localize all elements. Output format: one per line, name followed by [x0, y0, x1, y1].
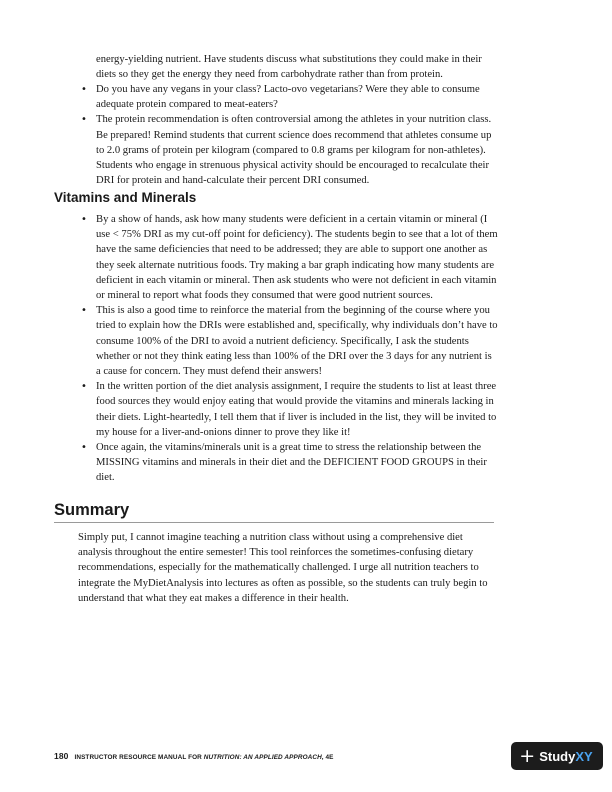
- list-item: [81, 440, 498, 486]
- footer-prefix: INSTRUCTOR RESOURCE MANUAL FOR: [74, 754, 204, 761]
- list-item: [81, 379, 498, 440]
- intro-continuation: energy-yielding nutrient. Have students discuss what substitutions they could make in their diets so they get the energy they need from carbohydrate rather than from protein.: [96, 54, 482, 81]
- plus-icon: +: [519, 744, 536, 767]
- list-item: [81, 212, 498, 303]
- bullet-text: Once again, the vitamins/minerals unit is a great time to stress the relationship between the MISSING vitamins and minerals in their diet and the DEFICIENT FOOD GROUPS in their diet.: [96, 442, 487, 484]
- bullet-text: This is also a good time to reinforce the material from the beginning of the course where you tried to explain how the DRIs were established and, specifically, why individuals don’t have to consume 100% of the DRI to avoid a nutrient deficiency. Specifically, I ask the students whether or not they think eating less than 100% of the DRI over the 3 days for any nutrient is a cause for concern. They must defend their answers!: [96, 305, 498, 378]
- bullet-text: The protein recommendation is often controversial among the athletes in your nutrition class. Be prepared! Remind students that current science does recommend that athletes consume up to 2.0 grams of protein per kilogram (compared to 0.8 grams per kilogram for non-athletes). Students who engage in strenuous physical activity should be encouraged to recalculate their DRI for protein and hand-calculate their percent DRI consumed.: [96, 114, 492, 187]
- bullet-icon: •: [81, 214, 87, 225]
- bullet-icon: •: [81, 442, 87, 454]
- page-number: 180: [54, 751, 69, 761]
- summary-heading: Summary: [54, 501, 130, 519]
- protein-bullet-list: [81, 82, 498, 188]
- bullet-text: Do you have any vegans in your class? Lacto-ovo vegetarians? Were they able to consume adequate protein compared to meat-eaters?: [96, 84, 480, 111]
- brand-name: Study: [539, 748, 576, 764]
- list-item: [81, 303, 498, 379]
- bullet-text: In the written portion of the diet analysis assignment, I require the students to list at least three food sources they would enjoy eating that would provide the vitamins and minerals lacking in their diets. Light-heartedly, I tell them that if liver is included in the list, they will be invited to my house for a liver-and-onions dinner to prove they like it!: [96, 381, 497, 438]
- footer-edition: , 4E: [321, 754, 334, 761]
- bullet-icon: •: [81, 305, 87, 317]
- section-divider: [54, 522, 494, 523]
- list-item: [81, 82, 498, 112]
- brand-accent: XY: [575, 748, 593, 764]
- summary-paragraph: Simply put, I cannot imagine teaching a nutrition class without using a comprehensive diet analysis throughout the entire semester! This tool reinforces the sometimes-confusing dietary recommendations, especially for the mathematically challenged. I urge all nutrition teachers to integrate the MyDietAnalysis into lectures as often as possible, so the students can truly begin to understand that what they eat makes a difference in their health.: [78, 532, 488, 604]
- page-footer: [54, 751, 334, 761]
- bullet-text: By a show of hands, ask how many students were deficient in a certain vitamin or mineral (I use < 75% DRI as my cut-off point for deficiency). The students begin to see that a lot of them have the same deficiencies that need to be addressed; they are able to support one another as they seek alternate nutritious foods. Try making a bar graph indicating how many students are deficient in each vitamin or mineral. Then ask students who were not deficient in each vitamin or mineral to report what foods they consumed that were good nutrient sources.: [96, 214, 498, 302]
- vitamins-minerals-heading: Vitamins and Minerals: [54, 190, 197, 205]
- bullet-icon: •: [81, 381, 87, 393]
- vitamins-bullet-list: [81, 212, 498, 486]
- bullet-icon: •: [81, 114, 87, 126]
- studyxy-badge[interactable]: [511, 742, 603, 770]
- bullet-icon: •: [81, 84, 87, 95]
- list-item: [81, 112, 498, 188]
- book-title: NUTRITION: AN APPLIED APPROACH: [203, 754, 322, 761]
